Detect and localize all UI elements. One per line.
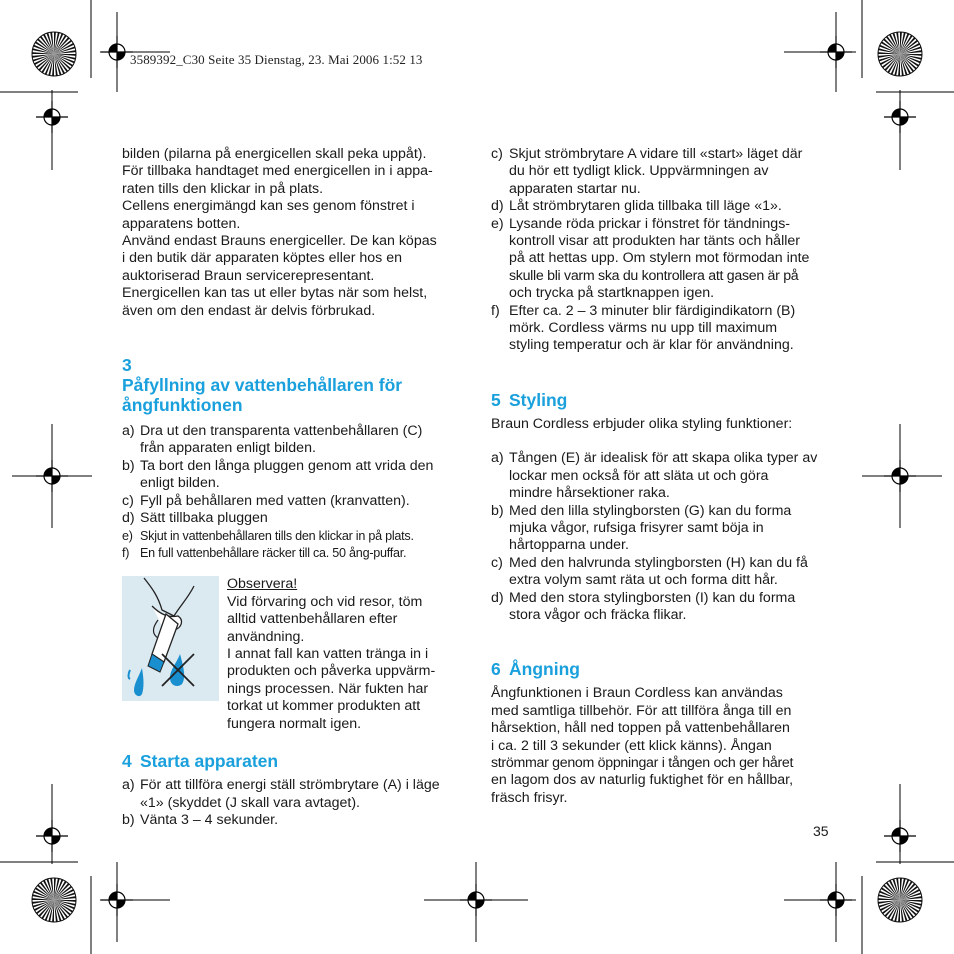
intro-line: även om den endast är delvis förbrukad. — [122, 302, 376, 319]
item-text: mindre hårsektioner raka. — [509, 485, 670, 502]
section-number: 6 — [491, 659, 501, 680]
note-line: torkat ut kommer produkten att — [227, 698, 421, 715]
body-line: strömmar genom öppningar i tången och ger håret — [491, 754, 794, 771]
list-item — [122, 493, 467, 510]
item-text: på att hettas upp. Om stylern mot förmodan inte — [509, 250, 810, 267]
note-line: Vid förvaring och vid resor, töm — [227, 593, 423, 610]
intro-line: apparatens botten. — [122, 215, 241, 232]
item-text: skulle bli varm ska du kontrollera att gasen är på — [509, 267, 799, 284]
registration-mark — [101, 884, 133, 916]
list-item — [122, 423, 467, 458]
item-label: d) — [491, 198, 504, 215]
item-text: En full vattenbehållare räcker till ca. 50 ång-puffar. — [140, 545, 407, 560]
item-text: apparaten startar nu. — [509, 180, 641, 197]
list-item — [122, 777, 467, 812]
item-text: Dra ut den transparenta vattenbehållaren (C) — [140, 423, 423, 440]
item-label: b) — [122, 457, 135, 474]
item-text: Med den lilla stylingborsten (G) kan du forma — [509, 502, 792, 519]
section-number: 5 — [491, 389, 501, 410]
item-text: Med den stora stylingborsten (I) kan du forma — [509, 589, 796, 606]
registration-mark — [460, 884, 492, 916]
list-item — [491, 450, 836, 502]
section-title: Styling — [509, 389, 568, 410]
item-text: extra volym samt räta ut och forma ditt hår. — [509, 572, 778, 589]
section-title: Ångning — [509, 659, 580, 680]
startup-steps-list — [491, 146, 836, 355]
body-line: med samtliga tillbehör. För att tillföra ånga till en — [491, 702, 792, 719]
section-number: 3 — [122, 355, 132, 376]
registration-mark — [36, 820, 68, 852]
note-line: alltid vattenbehållaren efter — [227, 611, 398, 628]
item-text: hårtopparna under. — [509, 537, 629, 554]
section-6-text — [491, 685, 836, 807]
item-text: Skjut strömbrytare A vidare till «start» läget där — [509, 146, 803, 162]
section-4-list — [122, 777, 467, 829]
intro-text — [122, 146, 467, 320]
section-3-list — [122, 423, 467, 562]
list-item — [491, 146, 836, 198]
water-tank-illustration — [122, 576, 219, 701]
item-text: lockar men också för att släta ut och göra — [509, 467, 769, 484]
starburst-target — [32, 878, 76, 922]
item-label: f) — [122, 545, 130, 560]
list-item — [491, 555, 836, 590]
intro-line: auktoriserad Braun servicerepresentant. — [122, 267, 375, 284]
item-label: d) — [122, 510, 135, 527]
note-line: användning. — [227, 628, 305, 645]
item-text: Vänta 3 – 4 sekunder. — [140, 812, 279, 829]
intro-line: Cellens energimängd kan ses genom fönstret i — [122, 198, 415, 215]
item-text: mjuka vågor, rufsiga frisyrer samt böja in — [509, 519, 764, 536]
list-item — [122, 545, 467, 562]
section-title: Påfyllning av vattenbehållaren för — [122, 375, 403, 396]
body-line: hårsektion, håll ned toppen på vattenbehållaren — [491, 720, 790, 737]
item-text: Efter ca. 2 – 3 minuter blir färdigindikatorn (B) — [509, 302, 796, 319]
item-text: enligt bilden. — [140, 475, 220, 492]
item-label: c) — [122, 492, 134, 509]
registration-mark — [884, 460, 916, 492]
registration-mark — [884, 101, 916, 133]
item-label: e) — [122, 528, 133, 543]
left-column — [122, 146, 467, 830]
note-line: nings processen. När fukten har — [227, 680, 429, 697]
item-text: Lysande röda prickar i fönstret för tändnings- — [509, 215, 791, 232]
item-text: För att tillföra energi ställ strömbrytare (A) i läge — [140, 777, 440, 794]
registration-mark — [820, 884, 852, 916]
registration-mark — [36, 460, 68, 492]
item-text: Ta bort den långa pluggen genom att vrida den — [140, 457, 434, 474]
item-text: Skjut in vattenbehållaren tills den klickar in på plats. — [140, 528, 414, 543]
item-text: styling temperatur och är klar för användning. — [509, 337, 794, 354]
registration-mark — [36, 101, 68, 133]
note-text — [227, 576, 467, 733]
item-text: och trycka på startknappen igen. — [509, 285, 715, 302]
item-text: mörk. Cordless värms nu upp till maximum — [509, 320, 778, 337]
starburst-target — [878, 878, 922, 922]
registration-mark — [820, 36, 852, 68]
list-item — [491, 198, 836, 215]
item-label: b) — [122, 812, 135, 829]
body-line: Ångfunktionen i Braun Cordless kan användas — [491, 685, 783, 702]
body-line: en lagom dos av naturlig fuktighet för en hållbar, — [491, 772, 794, 789]
intro-line: i den butik där apparaten köptes eller hos en — [122, 250, 402, 267]
list-item — [491, 503, 836, 555]
item-text: stora vågor och fräcka flikar. — [509, 606, 687, 623]
note-line: produkten och påverka uppvärm- — [227, 663, 436, 680]
list-item — [491, 303, 836, 355]
intro-line: raten tills den klickar in på plats. — [122, 180, 324, 197]
section-title: ångfunktionen — [122, 395, 243, 416]
list-item — [491, 590, 836, 625]
body-line: i ca. 2 till 3 sekunder (ett klick känns). Ångan — [491, 737, 772, 754]
item-text: «1» (skyddet (J skall vara avtaget). — [140, 794, 361, 811]
item-label: b) — [491, 502, 504, 519]
section-5-list — [491, 450, 836, 624]
section-title: Starta apparaten — [140, 751, 279, 772]
list-item — [491, 216, 836, 303]
section-4-heading — [122, 751, 467, 771]
starburst-target — [32, 32, 76, 76]
item-label: c) — [491, 554, 503, 571]
note-line: I annat fall kan vatten tränga in i — [227, 645, 429, 662]
item-label: c) — [491, 146, 503, 162]
item-label: a) — [122, 777, 135, 794]
item-text: kontroll visar att produkten har tänts och håller — [509, 233, 800, 250]
item-label: f) — [491, 302, 500, 319]
item-text: Tången (E) är idealisk för att skapa olika typer av — [509, 450, 818, 467]
list-item — [122, 528, 467, 545]
hand-draining-icon — [122, 576, 219, 701]
page-number: 35 — [813, 823, 829, 839]
section-number: 4 — [122, 751, 132, 772]
registration-mark — [101, 36, 133, 68]
intro-line: bilden (pilarna på energicellen skall peka uppåt). — [122, 146, 427, 162]
note-box — [122, 576, 467, 732]
intro-line: För tillbaka handtaget med energicellen in i appa- — [122, 163, 433, 180]
list-item — [122, 812, 467, 829]
item-text: Sätt tillbaka pluggen — [140, 510, 268, 527]
note-line: fungera normalt igen. — [227, 715, 362, 732]
print-header: 3589392_C30 Seite 35 Dienstag, 23. Mai 2006 1:52 13 — [130, 52, 423, 67]
starburst-target — [878, 32, 922, 76]
note-heading: Observera! — [227, 576, 298, 593]
section-6-heading — [491, 659, 836, 679]
section-5-intro: Braun Cordless erbjuder olika styling funktioner: — [491, 415, 793, 432]
body-line: fräsch frisyr. — [491, 789, 568, 806]
item-label: a) — [122, 423, 135, 440]
section-5-heading — [491, 390, 836, 410]
list-item — [122, 458, 467, 493]
item-text: Låt strömbrytaren glida tillbaka till läge «1». — [509, 198, 782, 215]
registration-mark — [884, 820, 916, 852]
item-text: du hör ett tydligt klick. Uppvärmningen av — [509, 163, 769, 180]
section-3-heading — [122, 355, 467, 415]
intro-line: Använd endast Brauns energiceller. De kan köpas — [122, 233, 437, 250]
intro-line: Energicellen kan tas ut eller bytas när som helst, — [122, 285, 428, 302]
item-label: d) — [491, 589, 504, 606]
item-text: från apparaten enligt bilden. — [140, 440, 316, 457]
list-item — [122, 510, 467, 527]
item-text: Med den halvrunda stylingborsten (H) kan du få — [509, 554, 808, 571]
item-text: Fyll på behållaren med vatten (kranvatten). — [140, 492, 410, 509]
item-label: a) — [491, 450, 504, 467]
right-column — [491, 146, 836, 807]
item-label: e) — [491, 215, 504, 232]
